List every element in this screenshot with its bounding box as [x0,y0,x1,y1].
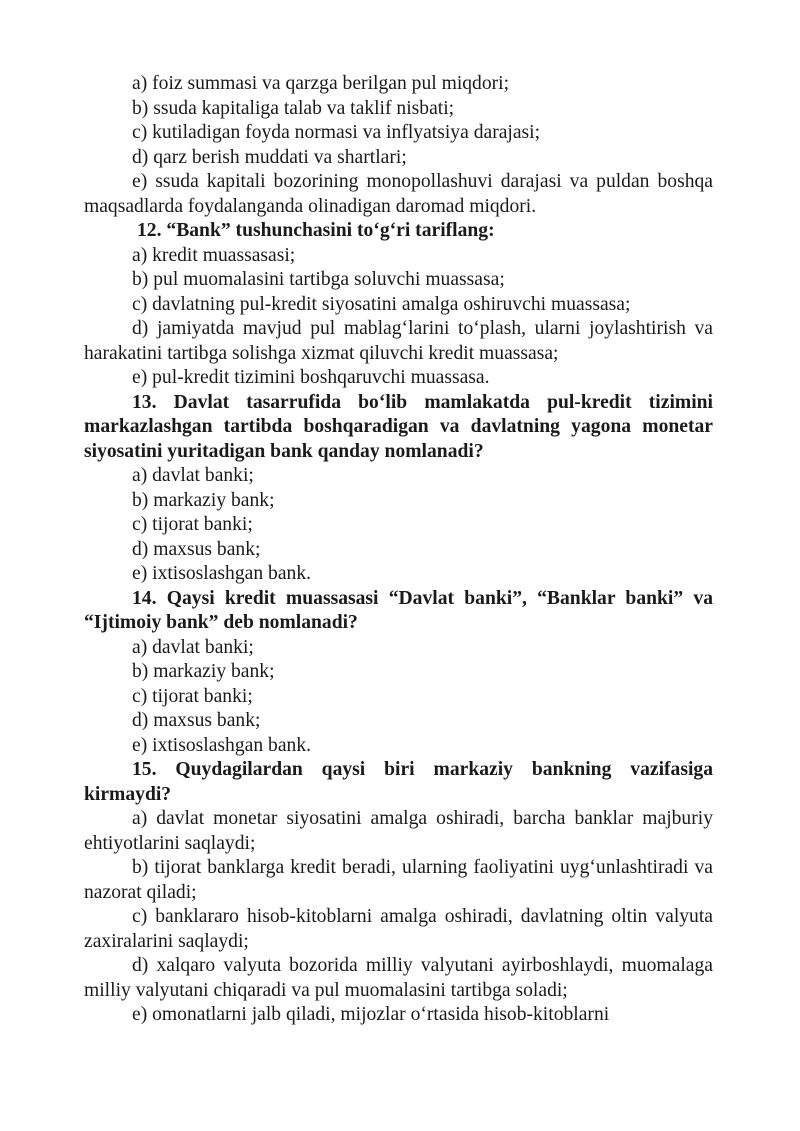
question-15: 15. Quydagilardan qaysi biri markaziy bankning vazifasiga kirmaydi? [84,759,713,805]
answer-option: d) xalqaro valyuta bozorida milliy valyutani ayirboshlaydi, muomalaga milliy valyutani chiqaradi va pul muomalasini tartibga soladi; [84,955,713,1001]
answer-option: e) ixtisoslashgan bank. [132,563,312,584]
answer-option: e) ssuda kapitali bozorining monopollashuvi darajasi va puldan boshqa maqsadlarda foydalanganda olinadigan daromad miqdori. [84,171,713,217]
answer-option: a) davlat banki; [132,636,254,658]
question-14: 14. Qaysi kredit muassasasi “Davlat banki”, “Banklar banki” va “Ijtimoiy bank” deb nomlanadi? [84,587,713,633]
answer-option: a) kredit muassasasi; [132,244,296,266]
answer-option: b) pul muomalasini tartibga soluvchi muassasa; [132,269,505,290]
answer-option: b) markaziy bank; [132,661,275,682]
answer-option: b) ssuda kapitaliga talab va taklif nisbati; [132,97,455,119]
answer-option: c) kutiladigan foyda normasi va inflyatsiya darajasi; [132,122,541,143]
answer-option: a) foiz summasi va qarzga berilgan pul miqdori; [132,73,510,94]
answer-option: b) markaziy bank; [132,489,275,511]
answer-option: e) omonatlarni jalb qiladi, mijozlar o‘rtasida hisob-kitoblarni [132,1004,610,1025]
answer-option: a) davlat banki; [132,465,254,486]
answer-option: d) qarz berish muddati va shartlari; [132,146,407,168]
answer-option: c) tijorat banki; [132,514,253,535]
document-page [84,72,713,1028]
answer-option: e) ixtisoslashgan bank. [132,734,312,756]
answer-option: d) maxsus bank; [132,710,261,731]
answer-option: a) davlat monetar siyosatini amalga oshiradi, barcha banklar majburiy ehtiyotlarini saqlaydi; [84,808,713,854]
answer-option: b) tijorat banklarga kredit beradi, ularning faoliyatini uyg‘unlashtiradi va nazorat qiladi; [84,857,713,903]
answer-option: c) tijorat banki; [132,685,253,707]
question-12: 12. “Bank” tushunchasini to‘g‘ri tariflang: [137,220,495,241]
answer-option: c) davlatning pul-kredit siyosatini amalga oshiruvchi muassasa; [132,293,631,315]
answer-option: d) maxsus bank; [132,538,261,560]
answer-option: c) banklararo hisob-kitoblarni amalga oshiradi, davlatning oltin valyuta zaxiralarini saqlaydi; [84,906,713,952]
answer-option: e) pul-kredit tizimini boshqaruvchi muassasa. [132,367,490,388]
question-13: 13. Davlat tasarrufida bo‘lib mamlakatda pul-kredit tizimini markazlashgan tartibda boshqaradigan va davlatning yagona monetar siyosatini yuritadigan bank qanday nomlanadi? [84,391,713,462]
answer-option: d) jamiyatda mavjud pul mablag‘larini to‘plash, ularni joylashtirish va harakatini tartibga solishga xizmat qiluvchi kredit muassasa; [84,318,713,364]
